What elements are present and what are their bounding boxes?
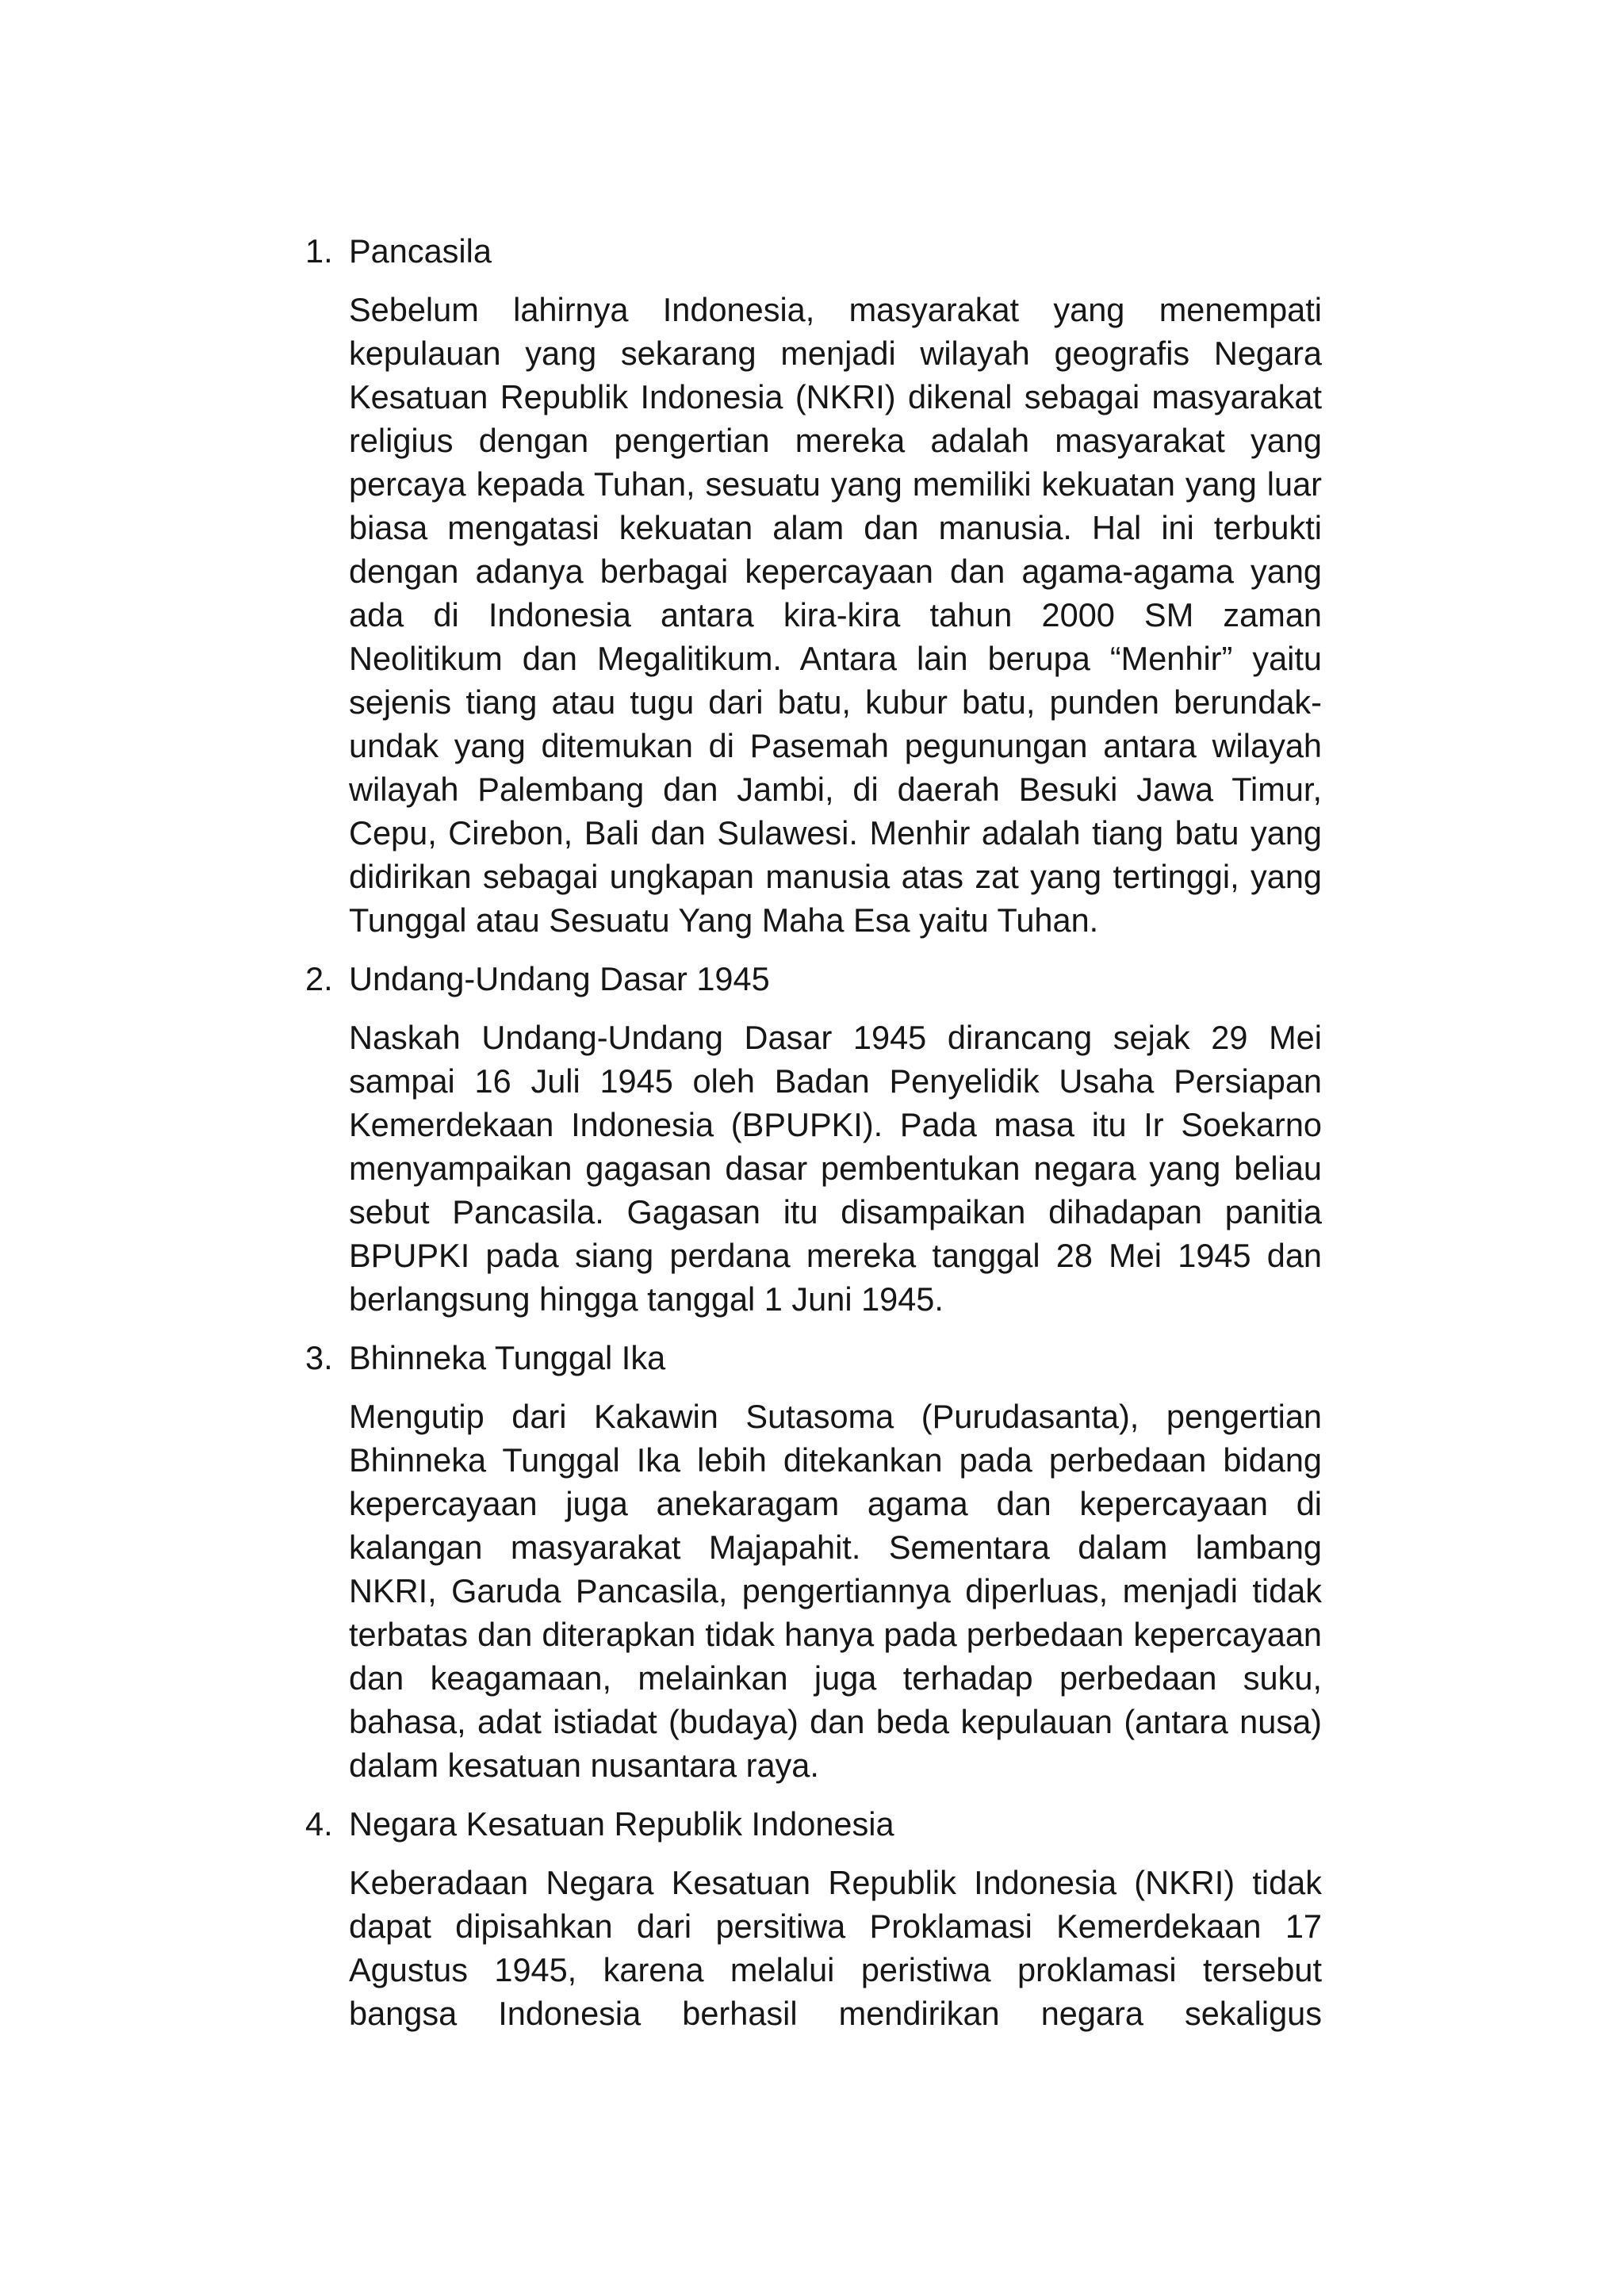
- section-nkri: [305, 1802, 1322, 2035]
- section-number: 1.: [305, 232, 333, 270]
- section-number: 3.: [305, 1339, 333, 1376]
- section-paragraph: Mengutip dari Kakawin Sutasoma (Purudasanta), pengertian Bhinneka Tunggal Ika lebih ditekankan pada perbedaan bidang kepercayaan juga anekaragam agama dan kepercayaan di kalangan masyarakat Majapahit. Sementara dalam lambang NKRI, Garuda Pancasila, pengertiannya diperluas, menjadi tidak terbatas dan diterapkan tidak hanya pada perbedaan kepercayaan dan keagamaan, melainkan juga terhadap perbedaan suku, bahasa, adat istiadat (budaya) dan beda kepulauan (antara nusa) dalam kesatuan nusantara raya.: [349, 1398, 1322, 1784]
- section-uud-1945: [305, 957, 1322, 1321]
- numbered-section-list: [305, 229, 1322, 2035]
- section-bhinneka-tunggal-ika: [305, 1336, 1322, 1787]
- section-number: 2.: [305, 960, 333, 997]
- section-number: 4.: [305, 1805, 333, 1843]
- section-paragraph: Keberadaan Negara Kesatuan Republik Indonesia (NKRI) tidak dapat dipisahkan dari persitiwa Proklamasi Kemerdekaan 17 Agustus 1945, karena melalui peristiwa proklamasi tersebut bangsa Indonesia berhasil mendirikan negara sekaligus: [349, 1864, 1322, 2032]
- section-heading: Negara Kesatuan Republik Indonesia: [349, 1805, 894, 1843]
- section-paragraph: Naskah Undang-Undang Dasar 1945 dirancang sejak 29 Mei sampai 16 Juli 1945 oleh Badan Penyelidik Usaha Persiapan Kemerdekaan Indonesia (BPUPKI). Pada masa itu Ir Soekarno menyampaikan gagasan dasar pembentukan negara yang beliau sebut Pancasila. Gagasan itu disampaikan dihadapan panitia BPUPKI pada siang perdana mereka tanggal 28 Mei 1945 dan berlangsung hingga tanggal 1 Juni 1945.: [349, 1019, 1322, 1318]
- section-pancasila: [305, 229, 1322, 942]
- section-paragraph: Sebelum lahirnya Indonesia, masyarakat yang menempati kepulauan yang sekarang menjadi wilayah geografis Negara Kesatuan Republik Indonesia (NKRI) dikenal sebagai masyarakat religius dengan pengertian mereka adalah masyarakat yang percaya kepada Tuhan, sesuatu yang memiliki kekuatan yang luar biasa mengatasi kekuatan alam dan manusia. Hal ini terbukti dengan adanya berbagai kepercayaan dan agama-agama yang ada di Indonesia antara kira-kira tahun 2000 SM zaman Neolitikum dan Megalitikum. Antara lain berupa “Menhir” yaitu sejenis tiang atau tugu dari batu, kubur batu, punden berundak-undak yang ditemukan di Pasemah pegunungan antara wilayah wilayah Palembang dan Jambi, di daerah Besuki Jawa Timur, Cepu, Cirebon, Bali dan Sulawesi. Menhir adalah tiang batu yang didirikan sebagai ungkapan manusia atas zat yang tertinggi, yang Tunggal atau Sesuatu Yang Maha Esa yaitu Tuhan.: [349, 291, 1322, 939]
- document-page: [305, 229, 1322, 2035]
- section-heading: Bhinneka Tunggal Ika: [349, 1339, 666, 1376]
- section-heading: Pancasila: [349, 232, 492, 270]
- section-heading: Undang-Undang Dasar 1945: [349, 960, 770, 997]
